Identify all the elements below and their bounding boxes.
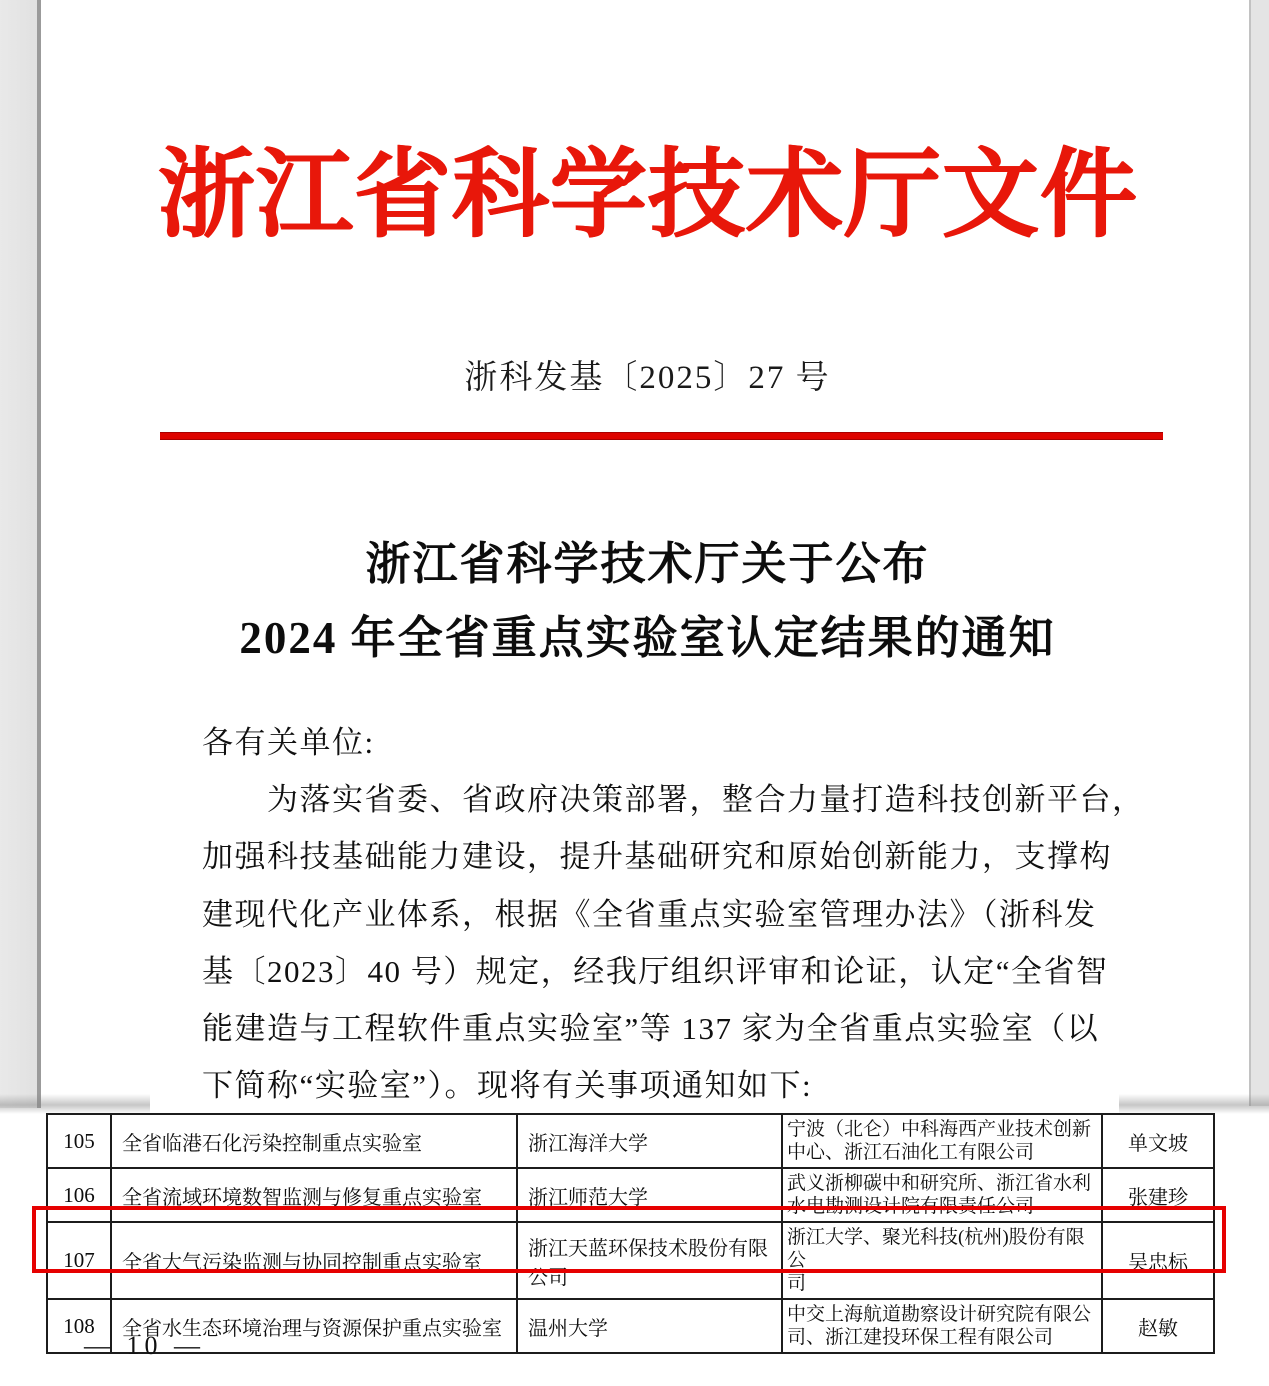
partner-institutions-cell xyxy=(782,1299,1102,1353)
row-number-cell: 108 xyxy=(47,1299,111,1353)
director-cell: 张建珍 xyxy=(1102,1168,1214,1222)
partner-institutions-cell xyxy=(782,1114,1102,1168)
partner-line: 司、浙江建投环保工程有限公司 xyxy=(787,1327,1054,1348)
red-highlight-annotation-box xyxy=(32,1206,1226,1273)
partner-line: 中心、浙江石油化工有限公司 xyxy=(787,1142,1035,1163)
host-institution-cell: 浙江海洋大学 xyxy=(517,1114,782,1168)
host-institution-cell: 浙江师范大学 xyxy=(517,1168,782,1222)
lab-name-cell: 全省临港石化污染控制重点实验室 xyxy=(111,1114,517,1168)
director-cell: 吴忠标 xyxy=(1102,1222,1214,1299)
row-number-cell: 106 xyxy=(47,1168,111,1222)
host-institution-cell: 浙江天蓝环保技术股份有限公司 xyxy=(517,1222,782,1299)
notice-title-line2: 2024 年全省重点实验室认定结果的通知 xyxy=(239,613,1056,663)
partner-line: 中交上海航道勘察设计研究院有限公 xyxy=(787,1304,1092,1325)
notice-body-text xyxy=(202,714,1145,1114)
scan-right-margin xyxy=(1249,0,1269,1106)
page-number: — 10 — xyxy=(84,1331,205,1360)
body-line: 基〔2023〕40 号）规定，经我厅组织评审和论证，认定“全省智 xyxy=(202,953,1109,989)
partner-line: 浙江大学、聚光科技(杭州)股份有限公 xyxy=(787,1227,1085,1271)
partner-line: 水电勘测设计院有限责任公司 xyxy=(787,1196,1035,1217)
lab-name-cell: 全省水生态环境治理与资源保护重点实验室 xyxy=(111,1299,517,1353)
host-institution-cell: 温州大学 xyxy=(517,1299,782,1353)
body-line: 下简称“实验室”）。现将有关事项通知如下: xyxy=(202,1068,813,1104)
salutation: 各有关单位: xyxy=(202,725,375,760)
partner-line: 武义浙柳碳中和研究所、浙江省水利 xyxy=(787,1173,1092,1194)
lab-name-cell: 全省大气污染监测与协同控制重点实验室 xyxy=(111,1222,517,1299)
scan-left-margin xyxy=(0,0,41,1108)
body-line: 建现代化产业体系，根据《全省重点实验室管理办法》（浙科发 xyxy=(202,896,1097,932)
table-row xyxy=(47,1114,1214,1168)
document-number: 浙科发基〔2025〕27 号 xyxy=(464,360,831,396)
partner-line: 司 xyxy=(787,1273,807,1294)
agency-letterhead-title: 浙江省科学技术厅文件 xyxy=(157,142,1138,249)
body-line: 为落实省委、省政府决策部署，整合力量打造科技创新平台， xyxy=(267,782,1145,818)
director-cell: 单文坡 xyxy=(1102,1114,1214,1168)
body-line: 能建造与工程软件重点实验室”等 137 家为全省重点实验室（以 xyxy=(202,1011,1100,1047)
lab-name-cell: 全省流域环境数智监测与修复重点实验室 xyxy=(111,1168,517,1222)
director-cell: 赵敏 xyxy=(1102,1299,1214,1353)
notice-title-line1: 浙江省科学技术厅关于公布 xyxy=(365,539,930,589)
row-number-cell: 105 xyxy=(47,1114,111,1168)
body-line: 加强科技基础能力建设，提升基础研究和原始创新能力，支撑构 xyxy=(202,839,1112,875)
table-row xyxy=(47,1299,1214,1353)
document-body-area xyxy=(46,0,1249,1110)
partner-line: 宁波（北仑）中科海西产业技术创新 xyxy=(787,1119,1092,1140)
letterhead-red-rule xyxy=(160,432,1163,440)
row-number-cell: 107 xyxy=(47,1222,111,1299)
